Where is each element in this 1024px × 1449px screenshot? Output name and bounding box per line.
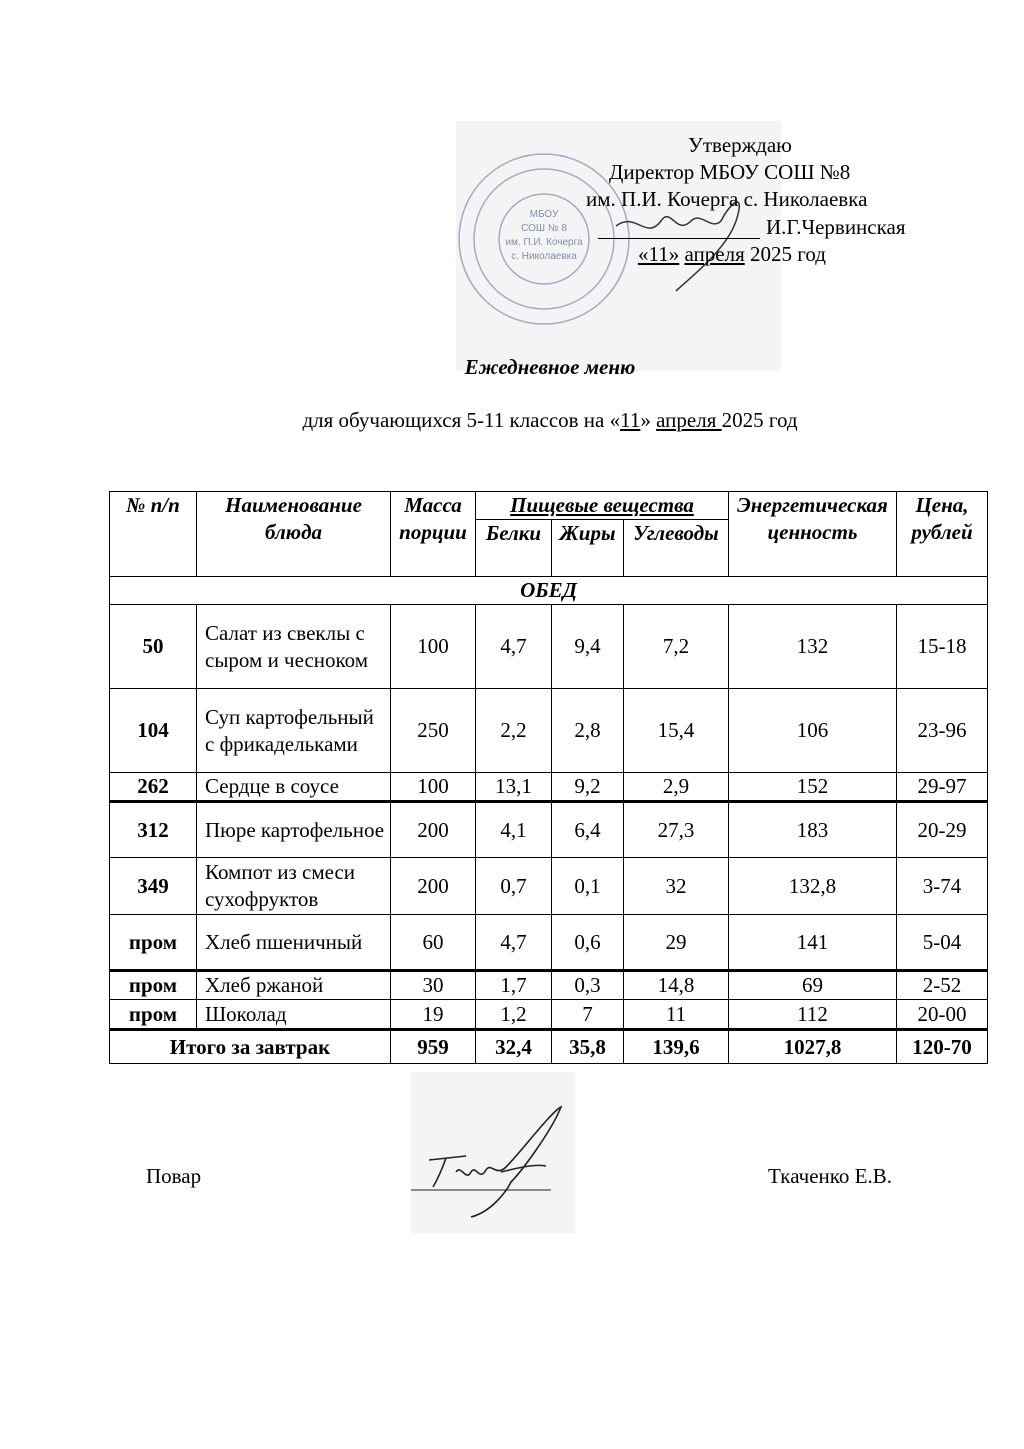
total-row [110,1030,988,1064]
cell-price: 3-74 [897,858,988,915]
cell-num: 104 [110,689,197,773]
approval-position: Директор МБОУ СОШ №8 [609,160,851,184]
cell-protein: 1,2 [476,1000,552,1030]
approval-date [638,242,826,267]
subtitle-text: » [640,408,657,432]
header-fat: Жиры [552,520,624,577]
cell-mass: 250 [391,689,476,773]
header-price: Цена, рублей [897,492,988,577]
cell-price: 20-29 [897,802,988,858]
total-fat: 35,8 [552,1030,624,1064]
cell-energy: 132,8 [729,858,897,915]
stamp-text: СОШ № 8 [521,223,567,234]
cell-carbs: 29 [624,915,729,971]
cell-price: 20-00 [897,1000,988,1030]
cell-protein: 13,1 [476,773,552,802]
cell-mass: 200 [391,802,476,858]
total-price: 120-70 [897,1030,988,1064]
cell-energy: 183 [729,802,897,858]
total-label: Итого за завтрак [110,1030,391,1064]
table-row [110,802,988,858]
header-num: № п/п [110,492,197,577]
cell-carbs: 32 [624,858,729,915]
cook-signature-icon [411,1072,575,1233]
cell-mass: 60 [391,915,476,971]
cell-name: Хлеб пшеничный [197,915,391,971]
menu-table [109,491,988,1064]
section-title: ОБЕД [110,577,988,605]
table-row [110,915,988,971]
cell-energy: 69 [729,971,897,1000]
total-protein: 32,4 [476,1030,552,1064]
cell-protein: 4,7 [476,915,552,971]
cell-protein: 0,7 [476,858,552,915]
header-carbs: Углеводы [624,520,729,577]
cell-fat: 2,8 [552,689,624,773]
cell-fat: 0,3 [552,971,624,1000]
stamp-text: МБОУ [529,209,559,220]
cell-energy: 106 [729,689,897,773]
cell-energy: 141 [729,915,897,971]
page-subtitle [0,408,1024,433]
cell-price: 23-96 [897,689,988,773]
cell-mass: 100 [391,605,476,689]
total-energy: 1027,8 [729,1030,897,1064]
cell-num: пром [110,971,197,1000]
table-row [110,773,988,802]
cell-fat: 6,4 [552,802,624,858]
cell-price: 15-18 [897,605,988,689]
cell-carbs: 14,8 [624,971,729,1000]
cell-protein: 2,2 [476,689,552,773]
subtitle-year: 2025 год [721,408,798,432]
cell-mass: 200 [391,858,476,915]
cell-carbs: 2,9 [624,773,729,802]
cell-fat: 7 [552,1000,624,1030]
approval-year: 2025 год [749,242,826,266]
table-row [110,858,988,915]
approval-director-name: И.Г.Червинская [766,215,906,239]
cell-carbs: 7,2 [624,605,729,689]
approval-month: апреля [684,242,745,266]
cell-num: 262 [110,773,197,802]
table-row [110,1000,988,1030]
total-carbs: 139,6 [624,1030,729,1064]
cell-num: 349 [110,858,197,915]
cell-fat: 0,1 [552,858,624,915]
cell-name: Салат из свеклы с сыром и чесноком [197,605,391,689]
header-name: Наименование блюда [197,492,391,577]
approval-day: «11» [638,242,680,266]
table-row [110,689,988,773]
cell-name: Сердце в соусе [197,773,391,802]
subtitle-month: апреля [656,408,722,432]
cell-num: пром [110,915,197,971]
cell-protein: 4,1 [476,802,552,858]
cook-name: Ткаченко Е.В. [768,1164,893,1188]
cook-signature-image [411,1072,575,1233]
cell-carbs: 15,4 [624,689,729,773]
cell-mass: 30 [391,971,476,1000]
cell-price: 29-97 [897,773,988,802]
header-energy: Энергетическая ценность [729,492,897,577]
cell-fat: 9,2 [552,773,624,802]
cell-num: 312 [110,802,197,858]
table-row [110,971,988,1000]
page-title: Ежедневное меню [464,355,636,379]
cell-name: Шоколад [197,1000,391,1030]
header-nutrients: Пищевые вещества [476,492,729,520]
cell-energy: 152 [729,773,897,802]
approval-school: им. П.И. Кочерга с. Николаевка [586,187,868,211]
cell-protein: 1,7 [476,971,552,1000]
cell-mass: 19 [391,1000,476,1030]
cell-energy: 112 [729,1000,897,1030]
cell-name: Компот из смеси сухофруктов [197,858,391,915]
cell-mass: 100 [391,773,476,802]
signature-line [598,238,760,239]
cell-name: Пюре картофельное [197,802,391,858]
total-mass: 959 [391,1030,476,1064]
cell-protein: 4,7 [476,605,552,689]
cook-label: Повар [146,1164,202,1188]
cell-carbs: 11 [624,1000,729,1030]
cell-energy: 132 [729,605,897,689]
header-mass: Масса порции [391,492,476,577]
cell-num: пром [110,1000,197,1030]
table-row [110,605,988,689]
subtitle-day: 11 [620,408,641,432]
subtitle-text: для обучающихся 5-11 классов на « [302,408,621,432]
cell-name: Суп картофельный с фрикадельками [197,689,391,773]
cell-name: Хлеб ржаной [197,971,391,1000]
stamp-text: им. П.И. Кочерга [505,237,583,248]
header-protein: Белки [476,520,552,577]
approval-heading: Утверждаю [688,133,792,157]
cell-price: 2-52 [897,971,988,1000]
cell-num: 50 [110,605,197,689]
cell-price: 5-04 [897,915,988,971]
cell-carbs: 27,3 [624,802,729,858]
cell-fat: 0,6 [552,915,624,971]
stamp-text: с. Николаевка [511,251,577,262]
cell-fat: 9,4 [552,605,624,689]
